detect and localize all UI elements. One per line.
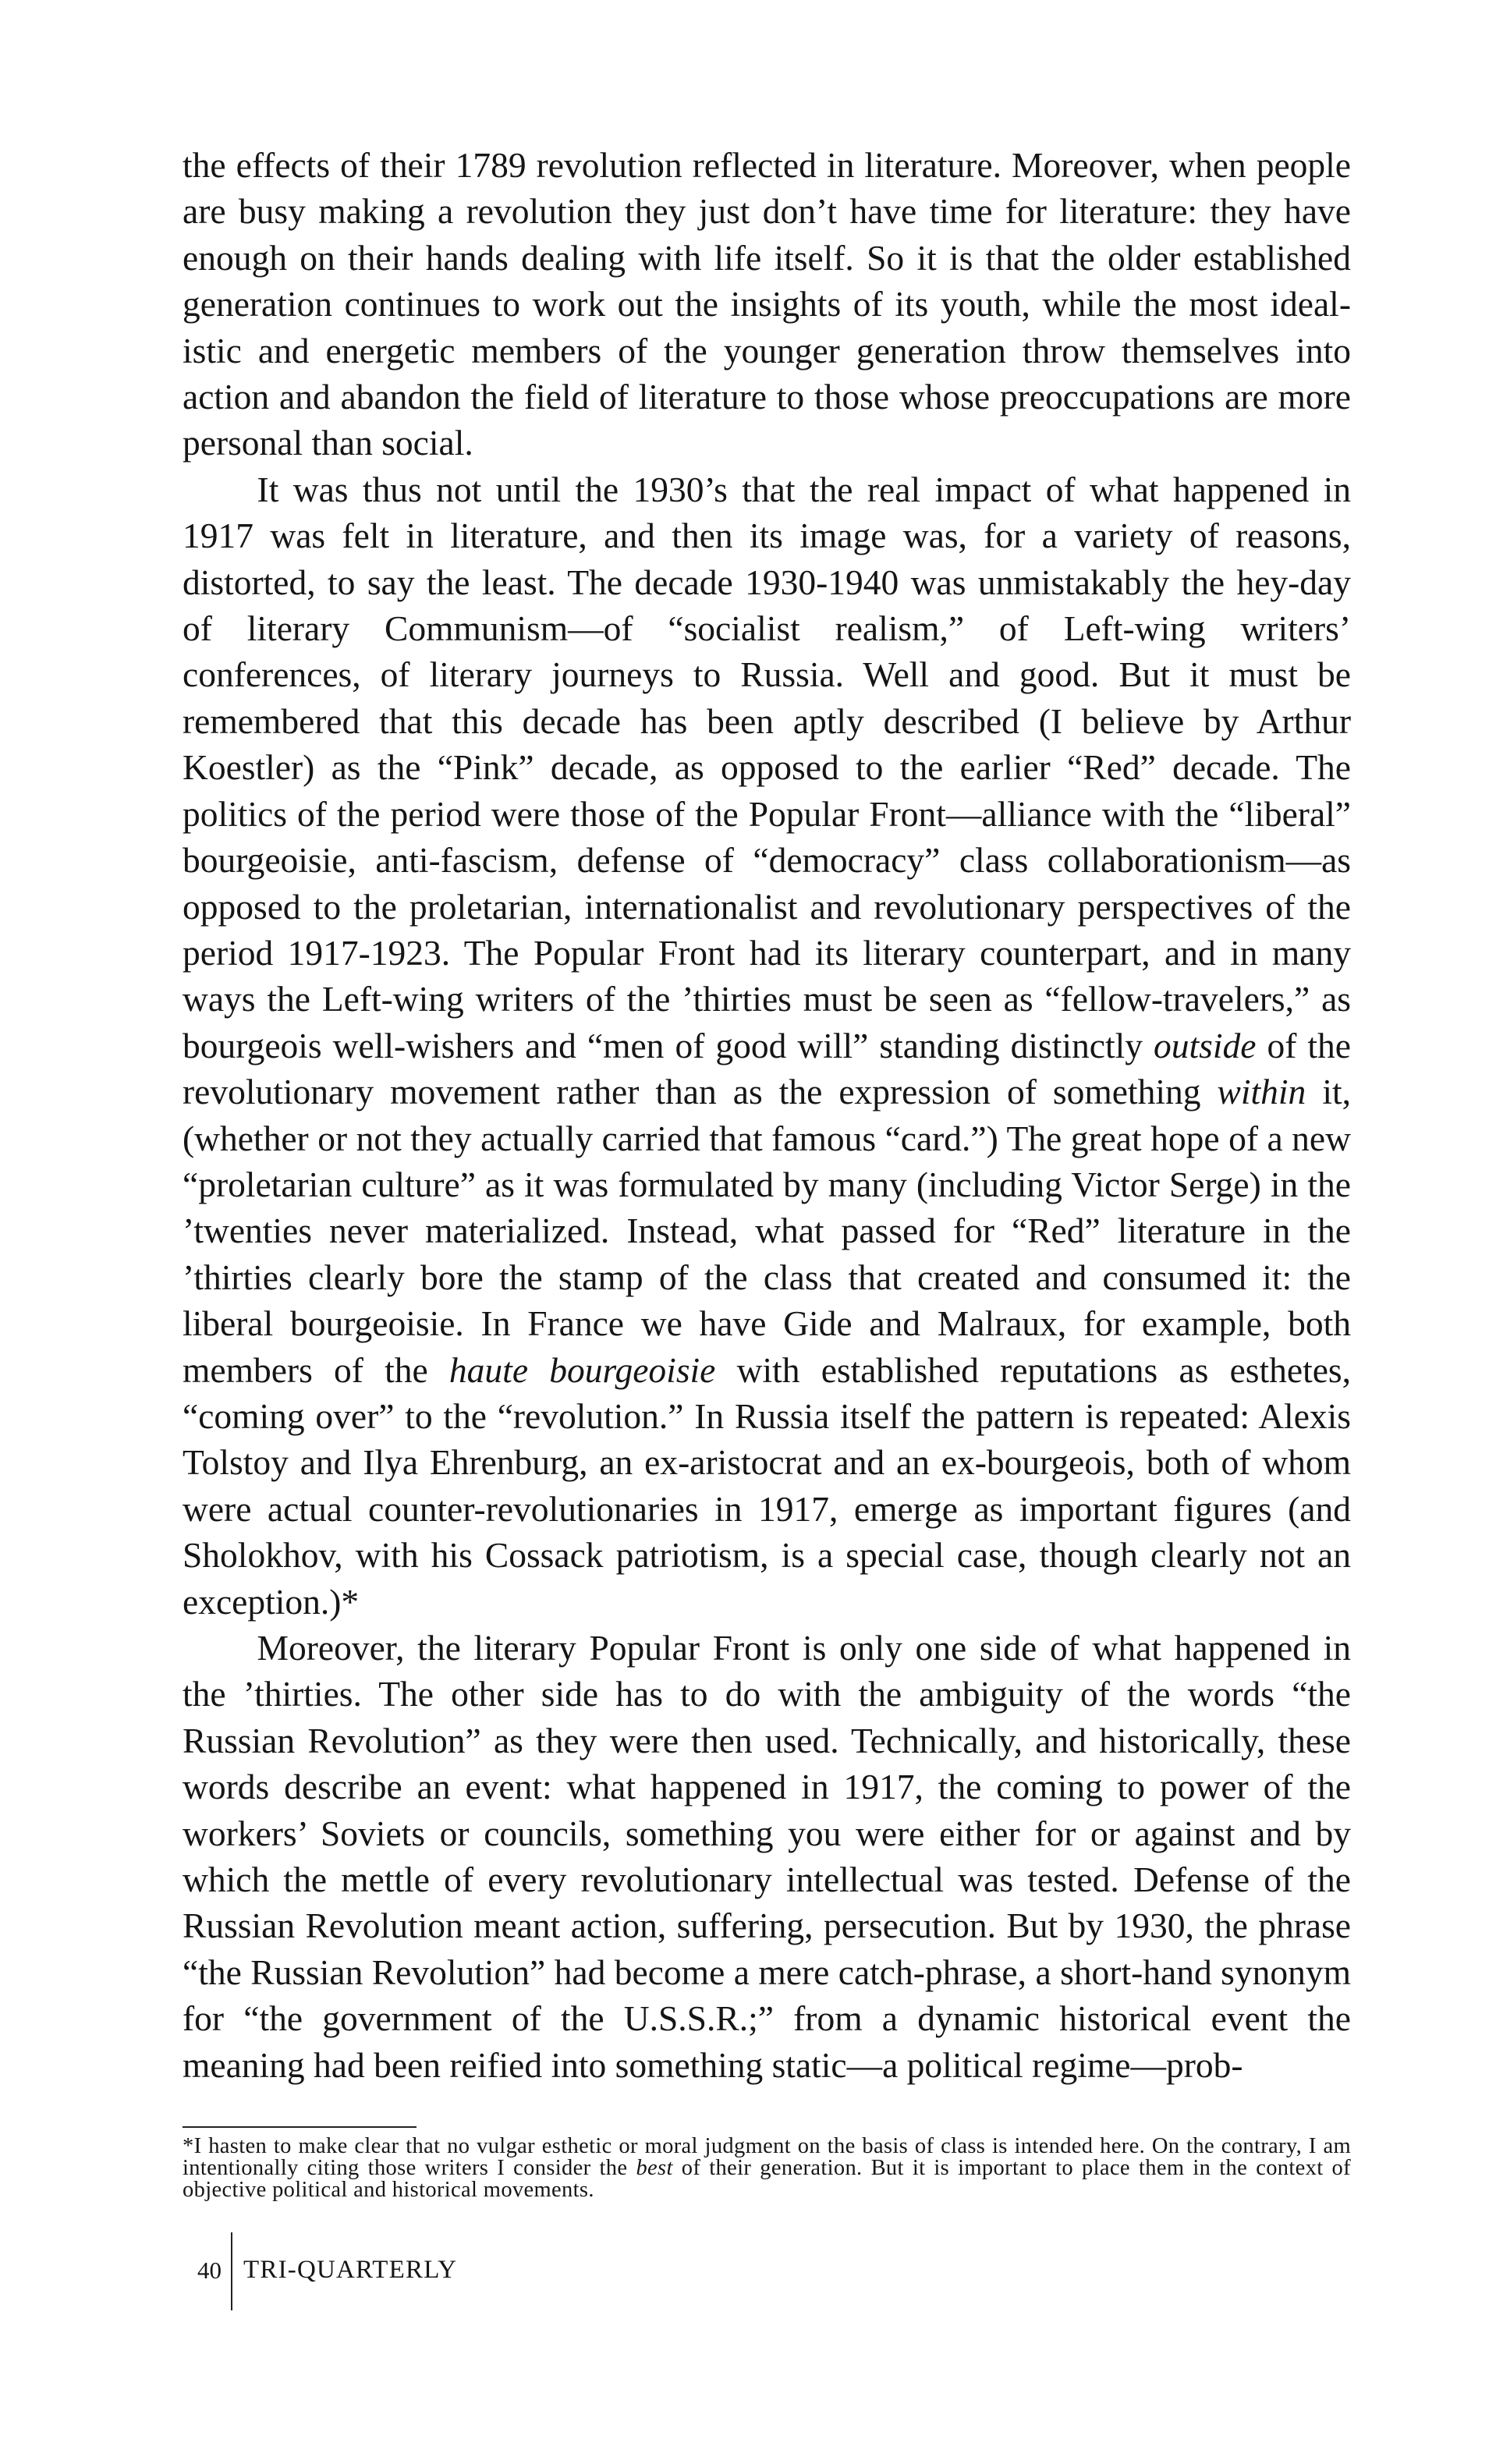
text-run: of their generation. But it is important to place them in the context of objective political and historical movements. bbox=[183, 2156, 1352, 2202]
paragraph-p1 bbox=[183, 142, 1351, 466]
italic-text: best bbox=[636, 2156, 673, 2180]
italic-text: within bbox=[1217, 1072, 1306, 1112]
text-run: with established reputations as esthetes, “coming over” to the “revolution.” In Russia itself the pattern is repeated: Alexis Tolstoy and Ilya Ehrenburg, an ex-aristocrat and an ex-bourgeois, both of whom were actual counter-revolutionaries in 1917, emerge as important figures (and Sholokhov, with his Cossack patriotism, is a special case, though clearly not an exception.)* bbox=[183, 1349, 1351, 1622]
footer-divider bbox=[231, 2232, 232, 2310]
text-run: the effects of their 1789 revolution reflected in literature. Moreover, when people are busy making a revolution they just don’t have time for literature: they have enough on their hands dealing with life itself. So it is that the older established generation continues to work out the insights of its youth, while the most idealistic and energetic members of the younger generation throw themselves into action and abandon the field of literature to those whose preoccupations are more personal than social. bbox=[183, 145, 1351, 463]
text-run: It was thus not until the 1930’s that the real impact of what happened in 1917 was felt in literature, and then its image was, for a variety of reasons, distorted, to say the least. The decade 1930-1940 was unmistakably the hey-day of literary Communism—of “socialist realism,” of Left-wing writers’ conferences, of literary journeys to Russia. Well and good. But it must be remembered that this decade has been aptly described (I believe by Arthur Koestler) as the “Pink” decade, as opposed to the earlier “Red” decade. The politics of the period were those of the Popular Front—alliance with the “liberal” bourgeoisie, anti-fascism, defense of “democracy” class collaborationism—as opposed to the proletarian, internationalist and revolutionary perspectives of the period 1917-1923. The Popular Front had its literary counterpart, and in many ways the Left-wing writers of the ’thirties must be seen as “fellow-travelers,” as bourgeois well-wishers and “men of good will” standing distinctly bbox=[183, 469, 1351, 1065]
text-run: Moreover, the literary Popular Front is only one side of what happened in the ’thirties. The other side has to do with the ambiguity of the words “the Russian Revolution” as they were then used. Technically, and historically, these words describe an event: what happened in 1917, the coming to power of the workers’ Soviets or councils, something you were either for or against and by which the mettle of every revolutionary intellectual was tested. Defense of the Russian Revolution meant action, suffering, persecution. But by 1930, the phrase “the Russian Revolution” had become a mere catch-phrase, a short-hand synonym for “the government of the U.S.S.R.;” from a dynamic historical event the meaning had been reified into something static—a political regime—prob- bbox=[183, 1628, 1351, 2085]
journal-name: TRI-QUARTERLY bbox=[243, 2256, 458, 2284]
text-run: of the revolutionary movement rather than as the expression of something bbox=[183, 1025, 1351, 1112]
footnote-divider bbox=[183, 2126, 417, 2128]
paragraph-p2 bbox=[183, 466, 1351, 1625]
italic-text: outside bbox=[1154, 1025, 1257, 1065]
footnote bbox=[183, 2136, 1351, 2201]
text-run: *I hasten to make clear that no vulgar esthetic or moral judgment on the basis of class is intended here. On the contrary, I am intentionally citing those writers I consider the bbox=[183, 2134, 1351, 2180]
text-run: it, (whether or not they actually carried that famous “card.”) The great hope of a new “proletarian culture” as it was formulated by many (including Victor Serge) in the ’twenties never materialized. Instead, what passed for “Red” literature in the ’thirties clearly bore the stamp of the class that created and consumed it: the liberal bourgeoisie. In France we have Gide and Malraux, for example, both members of the bbox=[183, 1072, 1351, 1390]
italic-text: haute bourgeoisie bbox=[448, 1349, 716, 1390]
page-number: 40 bbox=[197, 2257, 222, 2284]
body-text bbox=[183, 142, 1351, 2088]
paragraph-p3 bbox=[183, 1625, 1351, 2088]
